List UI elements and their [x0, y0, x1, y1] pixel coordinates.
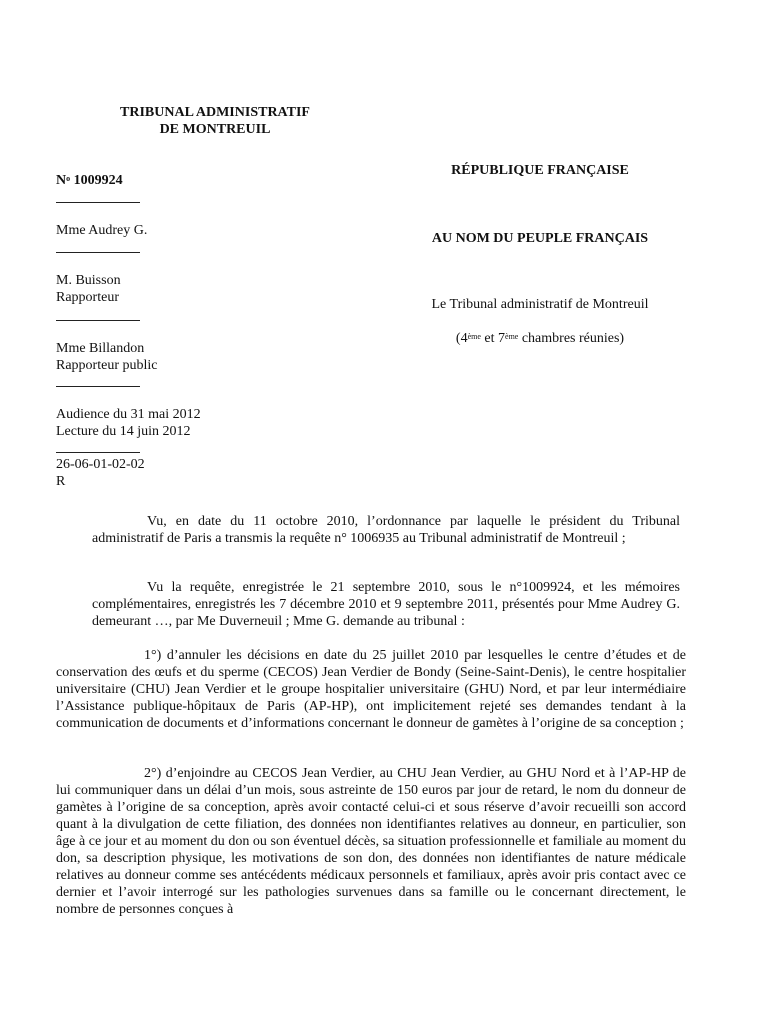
visa-ordonnance: Vu, en date du 11 octobre 2010, l’ordonnance par laquelle le président du Tribunal administratif de Paris a transmis la requête n° 1006935 au Tribunal administratif de Montreuil ; [92, 514, 680, 546]
public-rapporteur-role: Rapporteur public [56, 358, 158, 373]
divider [56, 320, 140, 321]
tribunal-line: Le Tribunal administratif de Montreuil [431, 297, 649, 312]
court-name-line2: DE MONTREUIL [159, 122, 271, 137]
classification-code: 26-06-01-02-02 [56, 457, 145, 472]
divider [56, 202, 140, 203]
public-rapporteur-name: Mme Billandon [56, 341, 145, 356]
divider [56, 452, 140, 453]
dates-block [56, 406, 201, 440]
reading-date: Lecture du 14 juin 2012 [56, 424, 191, 439]
visa-requete: Vu la requête, enregistrée le 21 septembre 2010, sous le n°1009924, et les mémoires complémentaires, enregistrés les 7 décembre 2010 et 9 septembre 2011, présentés pour Mme Audrey G. demeurant …, par Me Duverneuil ; Mme G. demande au tribunal : [92, 580, 680, 629]
republic-heading: RÉPUBLIQUE FRANÇAISE [451, 163, 629, 178]
divider [56, 252, 140, 253]
court-heading [100, 104, 330, 138]
case-number: $N^o$ 1009924 [56, 173, 123, 188]
rapporteur-role: Rapporteur [56, 290, 119, 305]
public-rapporteur-block [56, 340, 157, 374]
divider [56, 386, 140, 387]
hearing-date: Audience du 31 mai 2012 [56, 407, 201, 422]
classification-letter: R [56, 474, 66, 489]
conclusion-2: 2°) d’enjoindre au CECOS Jean Verdier, au CHU Jean Verdier, au GHU Nord et à l’AP-HP de lui communiquer dans un délai d’un mois, sous astreinte de 150 euros par jour de retard, le nom du donneur de gamètes à l’origine de sa conception, après avoir contacté celui-ci et sous réserve d’avoir recueilli son accord quant à la divulgation de cette filiation, des données non identifiantes relatives au donneur, en particulier, son âge à ce jour et au moment du don ou son éventuel décès, sa situation professionnelle et familiale au moment du don, sa description physique, les motivations de son don, des données non identifiantes de nature médicale relatives au donneur comme ses antécédents médicaux personnels et familiaux, après avoir pris contact avec ce dernier et l’avoir interrogé sur les pathologies survenues dans sa famille ou le concernant directement, le nombre de personnes conçues à [56, 766, 686, 917]
classification-block [56, 456, 145, 490]
court-name-line1: TRIBUNAL ADMINISTRATIF [120, 105, 310, 120]
rapporteur-name: M. Buisson [56, 273, 121, 288]
conclusion-1: 1°) d’annuler les décisions en date du 25 juillet 2010 par lesquelles le centre d’études et de conservation des œufs et du sperme (CECOS) Jean Verdier de Bondy (Seine-Saint-Denis), le centre hospitalier universitaire (CHU) Jean Verdier et le groupe hospitalier universitaire (GHU) Nord, et par leur intermédiaire l’Assistance publique-hôpitaux de Paris (AP-HP), ont implicitement rejeté ses demandes tendant à la communication de documents et d’informations concernant le donneur de gamètes à l’origine de sa conception ; [56, 648, 686, 731]
rapporteur-block [56, 272, 121, 306]
people-heading: AU NOM DU PEUPLE FRANÇAIS [431, 231, 649, 246]
chambers-line: (4ème et 7ème chambres réunies) [455, 331, 625, 346]
party-name: Mme Audrey G. [56, 223, 148, 238]
